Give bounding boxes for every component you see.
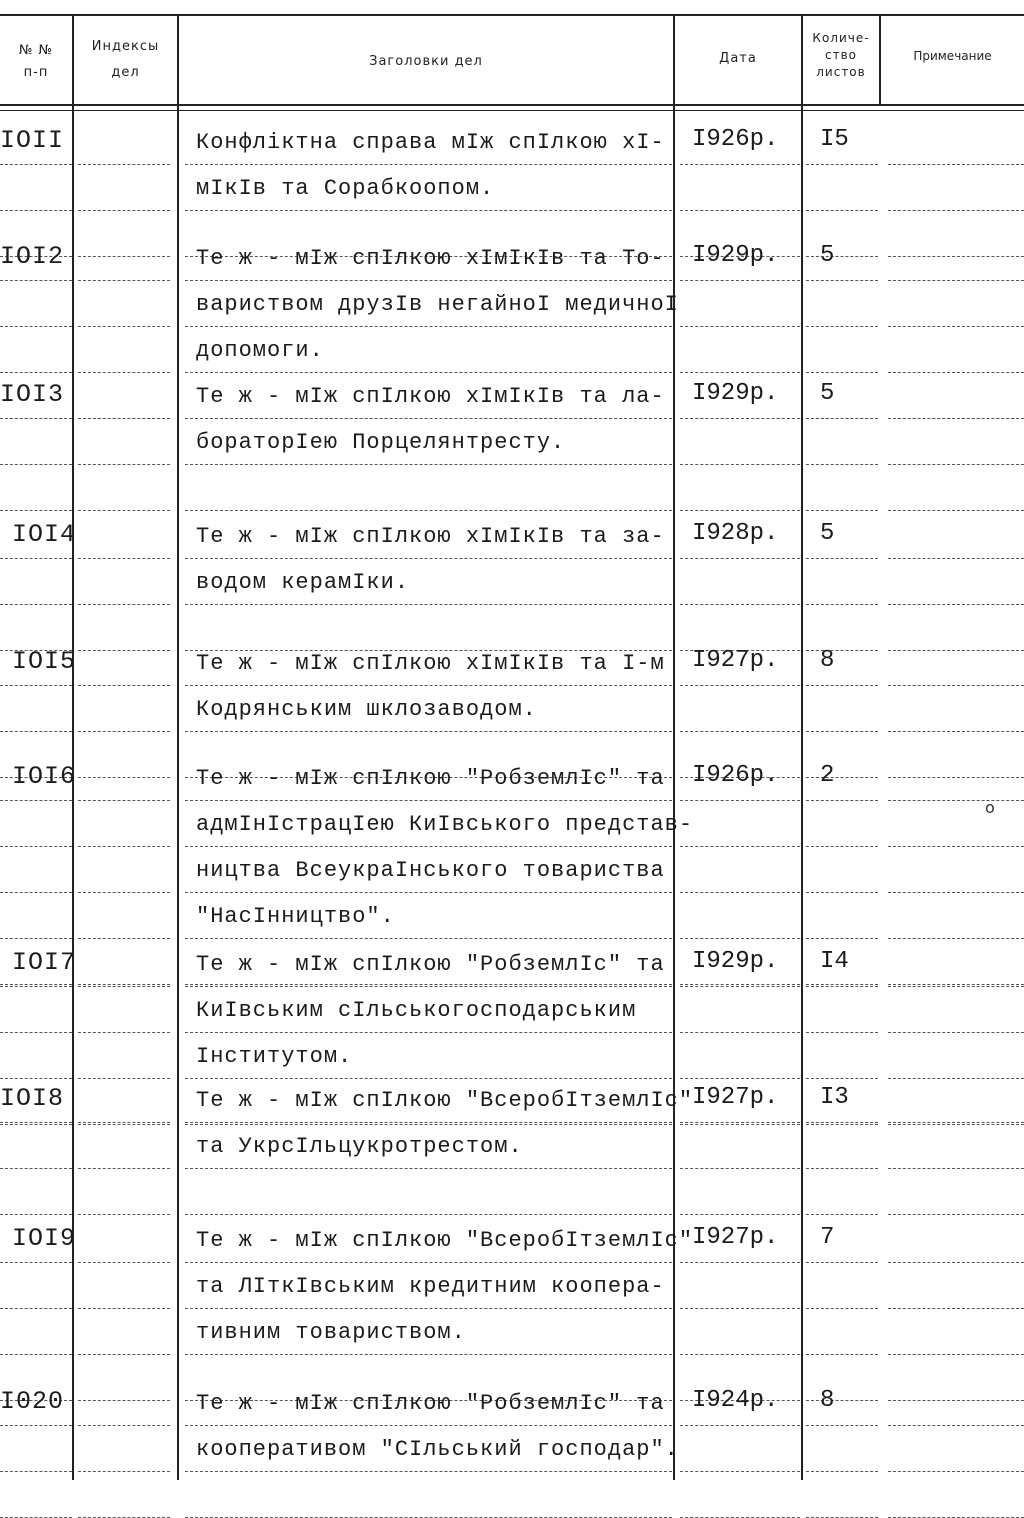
ruled-line [0, 1032, 72, 1033]
record-title-line: Те ж - мIж спIлкою "РобземлIс" та [196, 952, 665, 977]
header-top-rule [0, 14, 1024, 16]
ruled-line [806, 846, 878, 847]
record-title-line: Кодрянським шклозаводом. [196, 697, 537, 722]
ruled-line [0, 892, 72, 893]
ruled-line [888, 1168, 1024, 1169]
record-title-line: Те ж - мIж спIлкою хIмIкIв та за- [196, 524, 665, 549]
header-bottom-rule-second [0, 110, 1024, 111]
ruled-line [888, 464, 1024, 465]
ruled-line [0, 326, 72, 327]
ruled-line [0, 984, 72, 985]
ruled-line [806, 418, 878, 419]
ruled-line [0, 685, 72, 686]
ruled-line [0, 164, 72, 165]
ruled-line [0, 1214, 72, 1215]
ruled-line [806, 558, 878, 559]
ruled-line [185, 1425, 672, 1426]
ruled-line [78, 1168, 170, 1169]
record-title-line: допомоги. [196, 338, 324, 363]
ruled-line [185, 510, 672, 511]
ruled-line [680, 1168, 800, 1169]
ruled-line [185, 984, 672, 985]
ruled-line [78, 1308, 170, 1309]
ruled-line [78, 1214, 170, 1215]
record-title-line: Те ж - мIж спIлкою "ВсеробIтземлIс" [196, 1088, 694, 1113]
ruled-line [680, 685, 800, 686]
ruled-line [806, 984, 878, 985]
record-sheet-count: 8 [820, 647, 835, 674]
record-title-line: Конфлiктна справа мIж спIлкою хI- [196, 130, 665, 155]
ruled-line [888, 256, 1024, 257]
ruled-line [888, 280, 1024, 281]
record-date: I927р. [692, 1224, 779, 1251]
ruled-line [888, 1214, 1024, 1215]
record-title-line: та УкрсIльцукротрестом. [196, 1134, 523, 1159]
ruled-line [680, 464, 800, 465]
ruled-line [0, 280, 72, 281]
ruled-line [0, 846, 72, 847]
ruled-line [78, 464, 170, 465]
ruled-line [0, 1262, 72, 1263]
ruled-line [78, 326, 170, 327]
record-number: IOI3 [0, 380, 65, 409]
ruled-line [806, 1354, 878, 1355]
record-number: IOI4 [12, 520, 77, 549]
ruled-line [806, 1168, 878, 1169]
ruled-line [78, 210, 170, 211]
record-date: I926р. [692, 126, 779, 153]
ruled-line [0, 986, 72, 987]
ruled-line [806, 1214, 878, 1215]
ruled-line [888, 604, 1024, 605]
ruled-line [185, 1032, 672, 1033]
ruled-line [680, 510, 800, 511]
record-title-line: ництва ВсеукраIнського товариства [196, 858, 665, 883]
ruled-line [806, 731, 878, 732]
record-date: I929р. [692, 242, 779, 269]
ruled-line [806, 1122, 878, 1123]
ruled-line [78, 986, 170, 987]
ruled-line [806, 256, 878, 257]
ruled-line [78, 1471, 170, 1472]
ruled-line [680, 372, 800, 373]
ruled-line [680, 938, 800, 939]
ruled-line [888, 777, 1024, 778]
header-bottom-rule [0, 104, 1024, 106]
ruled-line [185, 731, 672, 732]
record-date: I928р. [692, 520, 779, 547]
ruled-line [680, 1354, 800, 1355]
ruled-line [185, 604, 672, 605]
record-title-line: Те ж - мIж спIлкою "РобземлIс" та [196, 766, 665, 791]
record-title-line: та ЛIткIвським кредитним коопера- [196, 1274, 665, 1299]
record-number: IOI2 [0, 242, 65, 271]
record-title-line: вариством друзIв негайноI медичноI [196, 292, 679, 317]
record-sheet-count: 8 [820, 1387, 835, 1414]
ruled-line [185, 938, 672, 939]
record-sheet-count: I4 [820, 948, 849, 975]
titles-header: Заголовки дел [369, 54, 483, 69]
ruled-line [0, 1122, 72, 1123]
ruled-line [78, 731, 170, 732]
ruled-line [185, 464, 672, 465]
ruled-line [78, 418, 170, 419]
record-number: IOI8 [0, 1084, 65, 1113]
ruled-line [888, 164, 1024, 165]
record-title-line: КиIвським сIльськогосподарським [196, 998, 637, 1023]
ruled-line [806, 1425, 878, 1426]
ruled-line [0, 558, 72, 559]
record-title-line: тивним товариством. [196, 1320, 466, 1345]
ruled-line [680, 731, 800, 732]
ruled-line [0, 1471, 72, 1472]
ruled-line [185, 1214, 672, 1215]
ruled-line [806, 1471, 878, 1472]
ruled-line [806, 510, 878, 511]
ruled-line [888, 1078, 1024, 1079]
record-sheet-count: 5 [820, 242, 835, 269]
ruled-line [78, 372, 170, 373]
ruled-line [185, 892, 672, 893]
ruled-line [0, 1354, 72, 1355]
ruled-line [0, 1078, 72, 1079]
record-date: I927р. [692, 647, 779, 674]
ruled-line [888, 1124, 1024, 1125]
ruled-line [0, 800, 72, 801]
ruled-line [78, 558, 170, 559]
ruled-line [888, 558, 1024, 559]
ruled-line [680, 986, 800, 987]
ruled-line [185, 800, 672, 801]
record-number: IOI5 [12, 647, 77, 676]
ruled-line [78, 1400, 170, 1401]
ruled-line [888, 986, 1024, 987]
ruled-line [806, 1400, 878, 1401]
ruled-line [806, 650, 878, 651]
ruled-line [680, 418, 800, 419]
ruled-line [78, 256, 170, 257]
ruled-line [0, 604, 72, 605]
record-title-line: Iнститутом. [196, 1044, 353, 1069]
record-sheet-count: 5 [820, 520, 835, 547]
ruled-line [185, 326, 672, 327]
record-title-line: водом керамIки. [196, 570, 410, 595]
ruled-line [680, 1214, 800, 1215]
ruled-line [185, 210, 672, 211]
ruled-line [888, 846, 1024, 847]
record-date: I929р. [692, 948, 779, 975]
index-header [74, 36, 177, 84]
ruled-line [806, 1262, 878, 1263]
ruled-line [78, 604, 170, 605]
ruled-line [0, 731, 72, 732]
ruled-line [806, 164, 878, 165]
ruled-line [806, 777, 878, 778]
count-header-line: листов [816, 65, 866, 79]
ruled-line [78, 1122, 170, 1123]
ruled-line [680, 280, 800, 281]
ruled-line [888, 800, 1024, 801]
ruled-line [0, 1308, 72, 1309]
ruled-line [78, 938, 170, 939]
ruled-line [185, 418, 672, 419]
ruled-line [185, 1354, 672, 1355]
count-header-line: Количе- [812, 31, 870, 45]
ruled-line [680, 1032, 800, 1033]
ruled-line [806, 326, 878, 327]
column-divider [673, 15, 675, 1480]
ruled-line [806, 1032, 878, 1033]
column-divider [801, 15, 803, 1480]
record-number: IOI9 [12, 1224, 77, 1253]
ruled-line [185, 164, 672, 165]
ruled-line [78, 1425, 170, 1426]
record-title-line: бораторIею Порцелянтресту. [196, 430, 566, 455]
ruled-line [185, 846, 672, 847]
ruled-line [185, 1078, 672, 1079]
ruled-line [888, 372, 1024, 373]
record-title-line: Те ж - мIж спIлкою "РобземлIс" та [196, 1391, 665, 1416]
count-header-line: ство [824, 48, 857, 62]
ruled-line [0, 1168, 72, 1169]
ruled-line [806, 280, 878, 281]
record-date: I929р. [692, 380, 779, 407]
ruled-line [680, 1308, 800, 1309]
ruled-line [806, 210, 878, 211]
record-sheet-count: 2 [820, 762, 835, 789]
ruled-line [888, 510, 1024, 511]
ruled-line [888, 1032, 1024, 1033]
ruled-line [888, 938, 1024, 939]
ruled-line [888, 210, 1024, 211]
ruled-line [806, 1124, 878, 1125]
ruled-line [888, 650, 1024, 651]
record-date: I924р. [692, 1387, 779, 1414]
ruled-line [0, 210, 72, 211]
ruled-line [78, 1124, 170, 1125]
num-header-line: № № [18, 43, 54, 58]
record-title-line: Те ж - мIж спIлкою хIмIкIв та То- [196, 246, 665, 271]
ruled-line [185, 1124, 672, 1125]
ruled-line [78, 892, 170, 893]
record-title-line: Те ж - мIж спIлкою "ВсеробIтземлIс" [196, 1228, 694, 1253]
ruled-line [680, 1122, 800, 1123]
ruled-line [680, 164, 800, 165]
column-divider [177, 15, 179, 1480]
record-number: I020 [0, 1387, 65, 1416]
ruled-line [888, 1400, 1024, 1401]
ruled-line [78, 685, 170, 686]
ruled-line [806, 800, 878, 801]
record-date: I927р. [692, 1084, 779, 1111]
ruled-line [888, 418, 1024, 419]
index-header-line: дел [111, 65, 140, 80]
ruled-line [680, 1078, 800, 1079]
ruled-line [185, 685, 672, 686]
record-title-line: кооперативом "СIльський господар". [196, 1437, 679, 1462]
ruled-line [78, 846, 170, 847]
ruled-line [806, 1308, 878, 1309]
ruled-line [806, 986, 878, 987]
ruled-line [888, 1471, 1024, 1472]
ruled-line [680, 1425, 800, 1426]
index-header-line: Индексы [91, 39, 160, 54]
ruled-line [0, 938, 72, 939]
ruled-line [0, 418, 72, 419]
record-title-line: адмIнIстрацIею КиIвського представ- [196, 812, 694, 837]
ruled-line [185, 1262, 672, 1263]
ruled-line [806, 604, 878, 605]
ruled-line [78, 280, 170, 281]
ruled-line [806, 938, 878, 939]
ruled-line [806, 685, 878, 686]
column-divider [72, 15, 74, 1480]
num-header [0, 40, 72, 84]
record-number: IOI7 [12, 948, 77, 977]
ruled-line [888, 326, 1024, 327]
ruled-line [185, 1168, 672, 1169]
record-title-line: "НасIнництво". [196, 904, 395, 929]
ruled-line [806, 1078, 878, 1079]
ruled-line [185, 1122, 672, 1123]
ruled-line [78, 510, 170, 511]
ruled-line [680, 604, 800, 605]
ruled-line [680, 984, 800, 985]
ruled-line [185, 986, 672, 987]
ruled-line [888, 1425, 1024, 1426]
ruled-line [78, 650, 170, 651]
ruled-line [78, 1032, 170, 1033]
record-title-line: мIкIв та Сорабкоопом. [196, 176, 495, 201]
ruled-line [78, 1354, 170, 1355]
ruled-line [0, 1425, 72, 1426]
ruled-line [680, 1262, 800, 1263]
record-title-line: Те ж - мIж спIлкою хIмIкIв та I-м [196, 651, 665, 676]
ruled-line [888, 1122, 1024, 1123]
ruled-line [680, 892, 800, 893]
ruled-line [888, 1354, 1024, 1355]
ruled-line [185, 558, 672, 559]
ruled-line [0, 464, 72, 465]
ruled-line [888, 1308, 1024, 1309]
ruled-line [680, 846, 800, 847]
margin-mark: o [985, 798, 995, 817]
ruled-line [888, 685, 1024, 686]
ruled-line [78, 800, 170, 801]
ruled-line [185, 280, 672, 281]
ruled-line [680, 1471, 800, 1472]
record-sheet-count: I3 [820, 1084, 849, 1111]
record-title-line: Те ж - мIж спIлкою хIмIкIв та ла- [196, 384, 665, 409]
ruled-line [680, 800, 800, 801]
ruled-line [185, 1308, 672, 1309]
ruled-line [888, 984, 1024, 985]
note-header: Примечание [913, 49, 992, 63]
ruled-line [78, 164, 170, 165]
count-header [803, 30, 879, 81]
ruled-line [185, 1471, 672, 1472]
record-date: I926р. [692, 762, 779, 789]
ruled-line [680, 210, 800, 211]
ruled-line [0, 510, 72, 511]
ruled-line [0, 1124, 72, 1125]
ruled-line [78, 984, 170, 985]
num-header-line: п-п [23, 65, 49, 80]
ruled-line [680, 558, 800, 559]
ruled-line [806, 464, 878, 465]
ruled-line [78, 1262, 170, 1263]
ruled-line [185, 372, 672, 373]
ruled-line [806, 372, 878, 373]
record-number: IOI6 [12, 762, 77, 791]
ruled-line [680, 326, 800, 327]
ruled-line [888, 1262, 1024, 1263]
record-number: IOII [0, 126, 65, 155]
record-sheet-count: I5 [820, 126, 849, 153]
ruled-line [680, 1124, 800, 1125]
ruled-line [888, 731, 1024, 732]
ruled-line [78, 777, 170, 778]
record-sheet-count: 7 [820, 1224, 835, 1251]
date-header: Дата [719, 51, 757, 66]
ruled-line [0, 372, 72, 373]
ruled-line [806, 892, 878, 893]
ruled-line [78, 1078, 170, 1079]
record-sheet-count: 5 [820, 380, 835, 407]
ruled-line [888, 892, 1024, 893]
